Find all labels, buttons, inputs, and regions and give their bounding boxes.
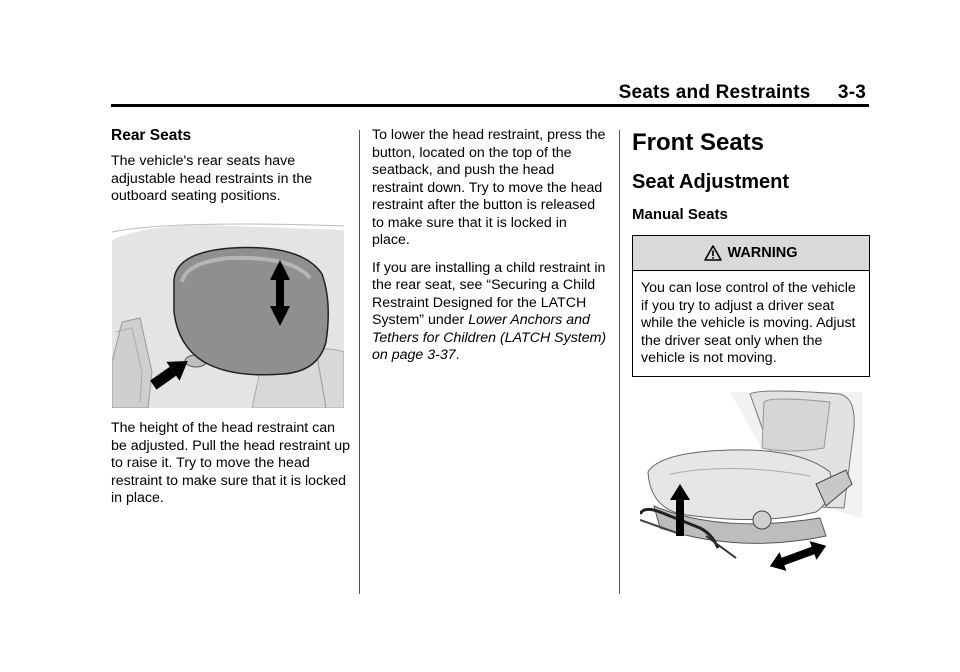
child-restraint-period: . <box>455 347 460 363</box>
heading-manual-seats: Manual Seats <box>632 206 728 223</box>
column-2 <box>372 127 607 375</box>
heading-rear-seats: Rear Seats <box>111 127 192 144</box>
page-header-title: Seats and Restraints 3-3 <box>618 82 866 103</box>
warning-text: You can lose control of the vehicle if you try to adjust a driver seat while the vehicle is moving. Adjust the driver seat only when the vehicle is not moving. <box>641 280 856 366</box>
warning-title: WARNING <box>727 245 798 261</box>
warning-header <box>633 236 869 271</box>
column-divider-1 <box>359 130 360 594</box>
paragraph-head-restraint-height: The height of the head restraint can be adjusted. Pull the head restraint up to raise it. Try to move the head restraint to make sure that it is locked in place. <box>111 420 350 506</box>
paragraph-lower-head-restraint: To lower the head restraint, press the button, located on the top of the seatback, and push the head restraint down. Try to move the head restraint after the button is released to make sure that it is locked in place. <box>372 127 606 248</box>
manual-seat-illustration <box>640 388 862 578</box>
paragraph-child-restraint <box>372 260 607 365</box>
paragraph-rear-seats-intro: The vehicle's rear seats have adjustable head restraints in the outboard seating positions. <box>111 153 313 204</box>
header-rule <box>111 104 869 107</box>
warning-triangle-icon <box>704 244 722 262</box>
child-restraint-text: If you are installing a child restraint in the rear seat, see “Securing a Child Restraint Designed for the LATCH System” under <box>372 259 606 328</box>
column-1 <box>111 127 351 216</box>
warning-box <box>632 235 870 377</box>
column-1-lower <box>111 420 351 518</box>
heading-seat-adjustment: Seat Adjustment <box>632 171 790 193</box>
head-restraint-illustration <box>112 222 344 408</box>
latch-reference-link[interactable]: Lower Anchors and Tethers for Children (LATCH System) on page 3-37 <box>372 312 607 363</box>
heading-front-seats: Front Seats <box>632 129 765 156</box>
column-divider-2 <box>619 130 620 594</box>
column-3 <box>632 127 870 377</box>
